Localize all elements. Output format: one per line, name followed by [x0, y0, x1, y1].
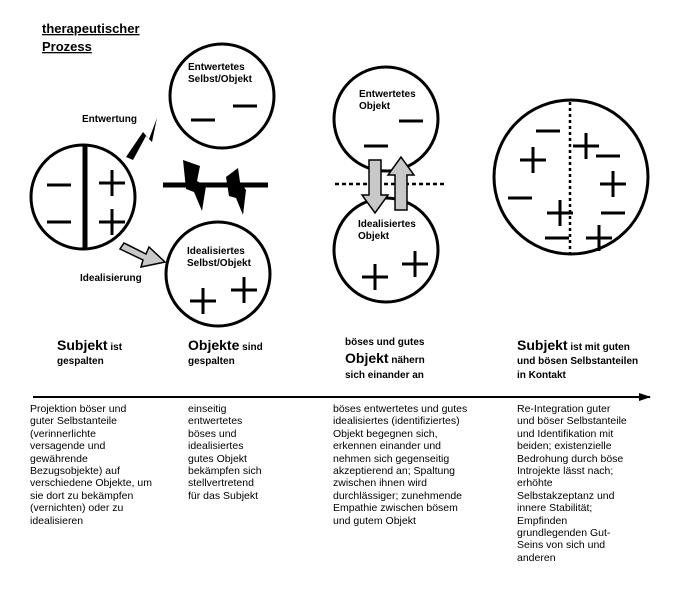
- stage3-caption-line-3: sich einander an: [345, 370, 424, 381]
- stage1-description: [30, 403, 152, 527]
- stage3-top-label-1: Entwertetes: [359, 89, 416, 100]
- description-line: Re-Integration guter: [517, 403, 611, 415]
- stage4-caption-line-2: und bösen Selbstanteilen: [517, 356, 639, 367]
- plus-sign: [402, 251, 428, 277]
- description-line: Bezugsobjekte) auf: [30, 465, 120, 478]
- title-line-1: therapeutischer: [42, 21, 140, 36]
- stage2-bottom-label-2: Selbst/Objekt: [187, 258, 251, 269]
- description-line: nehmen sich gegenseitig: [333, 452, 450, 465]
- description-line: Bedrohung durch böse: [517, 452, 624, 465]
- stage1-caption-line-2: gespalten: [57, 356, 104, 367]
- plus-sign: [362, 264, 388, 290]
- description-line: idealisieren: [30, 514, 84, 527]
- description-line: guter Selbstanteile: [30, 415, 117, 428]
- description-line: und böser Selbstanteile: [517, 415, 627, 428]
- stage3-bottom-label-2: Objekt: [358, 231, 390, 242]
- stage1-subject-circle: [31, 145, 135, 249]
- entwertung-label: Entwertung: [82, 114, 137, 125]
- stage4-caption-line-3: in Kontakt: [517, 370, 566, 381]
- description-line: sie dort zu bekämpfen: [30, 489, 134, 502]
- description-line: Empathie zwischen bösem: [333, 502, 458, 515]
- stage2-idealized-circle: [166, 222, 270, 326]
- description-line: Empfinden: [517, 514, 568, 527]
- stage2-top-label-2: Selbst/Objekt: [188, 74, 252, 85]
- stage3-caption-line-1: böses und gutes: [345, 337, 425, 348]
- description-line: gewährende: [30, 452, 88, 465]
- description-line: innere Stabilität;: [517, 502, 593, 515]
- description-line: akzeptierend an; Spaltung: [333, 465, 456, 478]
- stage2-top-label-1: Entwertetes: [188, 62, 245, 73]
- description-line: verschiedene Objekte, um: [30, 477, 152, 490]
- description-line: Selbstakzeptanz und: [517, 489, 615, 502]
- stage2-caption-line-2: gespalten: [188, 356, 235, 367]
- stage3-devalued-circle: [334, 67, 438, 171]
- description-line: versagende und: [30, 440, 106, 453]
- stage2-devalued-circle: [170, 44, 274, 148]
- description-line: Seins von sich und: [517, 539, 606, 552]
- lightning-bolt: [183, 160, 206, 211]
- stage3-caption-line-2: Objekt nähern: [345, 350, 425, 366]
- description-line: (verinnerlichte: [30, 427, 96, 440]
- stage3-description: [333, 403, 467, 527]
- stage1-caption-line-1: Subjekt ist: [57, 337, 123, 353]
- plus-sign: [520, 147, 546, 173]
- description-line: idealisiertes: [188, 440, 244, 453]
- description-line: gutes Objekt: [188, 452, 247, 465]
- plus-sign: [231, 277, 257, 303]
- stage3-idealized-circle: [334, 198, 438, 302]
- description-line: erhöhte: [517, 477, 553, 490]
- description-line: für das Subjekt: [188, 489, 259, 502]
- description-line: erkennen einander und: [333, 440, 442, 453]
- description-line: durchlässiger; zunehmende: [333, 489, 462, 502]
- description-line: einseitig: [188, 403, 227, 415]
- title-line-2: Prozess: [42, 39, 92, 54]
- description-line: Introjekte lässt nach;: [517, 465, 614, 478]
- plus-sign: [190, 288, 216, 314]
- description-line: idealisiertes (identifiziertes): [333, 415, 460, 428]
- idealisierung-label: Idealisierung: [80, 273, 142, 284]
- description-line: grundlegenden Gut-: [517, 527, 611, 540]
- description-line: und gutem Objekt: [333, 514, 416, 527]
- stage2-description: [188, 403, 262, 502]
- plus-sign: [586, 225, 612, 251]
- plus-sign: [600, 171, 626, 197]
- description-line: stellvertretend: [188, 477, 254, 490]
- description-line: zwischen ihnen wird: [333, 477, 427, 490]
- stage4-description: [517, 403, 627, 564]
- stage3-bottom-label-1: Idealisiertes: [358, 219, 416, 230]
- description-line: (vernichten) oder zu: [30, 502, 124, 515]
- stage4-caption-line-1: Subjekt ist mit guten: [517, 337, 630, 353]
- stage4-integrated-circle: [494, 100, 648, 254]
- description-line: Objekt begegnen sich,: [333, 427, 438, 440]
- description-line: anderen: [517, 551, 556, 564]
- stage2-caption-line-1: Objekte sind: [188, 337, 263, 353]
- description-line: böses entwertetes und gutes: [333, 403, 468, 415]
- description-line: und Identifikation mit: [517, 427, 614, 440]
- description-line: entwertetes: [188, 415, 243, 428]
- description-line: beiden; existenzielle: [517, 440, 612, 453]
- description-line: böses und: [188, 427, 237, 440]
- plus-sign: [99, 170, 125, 196]
- description-line: Projektion böser und: [30, 403, 127, 415]
- description-line: bekämpfen sich: [188, 465, 262, 478]
- gray-block-arrow: [120, 243, 165, 267]
- lightning-bolt: [226, 168, 246, 215]
- stage3-top-label-2: Objekt: [359, 101, 391, 112]
- stage2-bottom-label-1: Idealisiertes: [187, 246, 245, 257]
- plus-sign: [573, 133, 599, 159]
